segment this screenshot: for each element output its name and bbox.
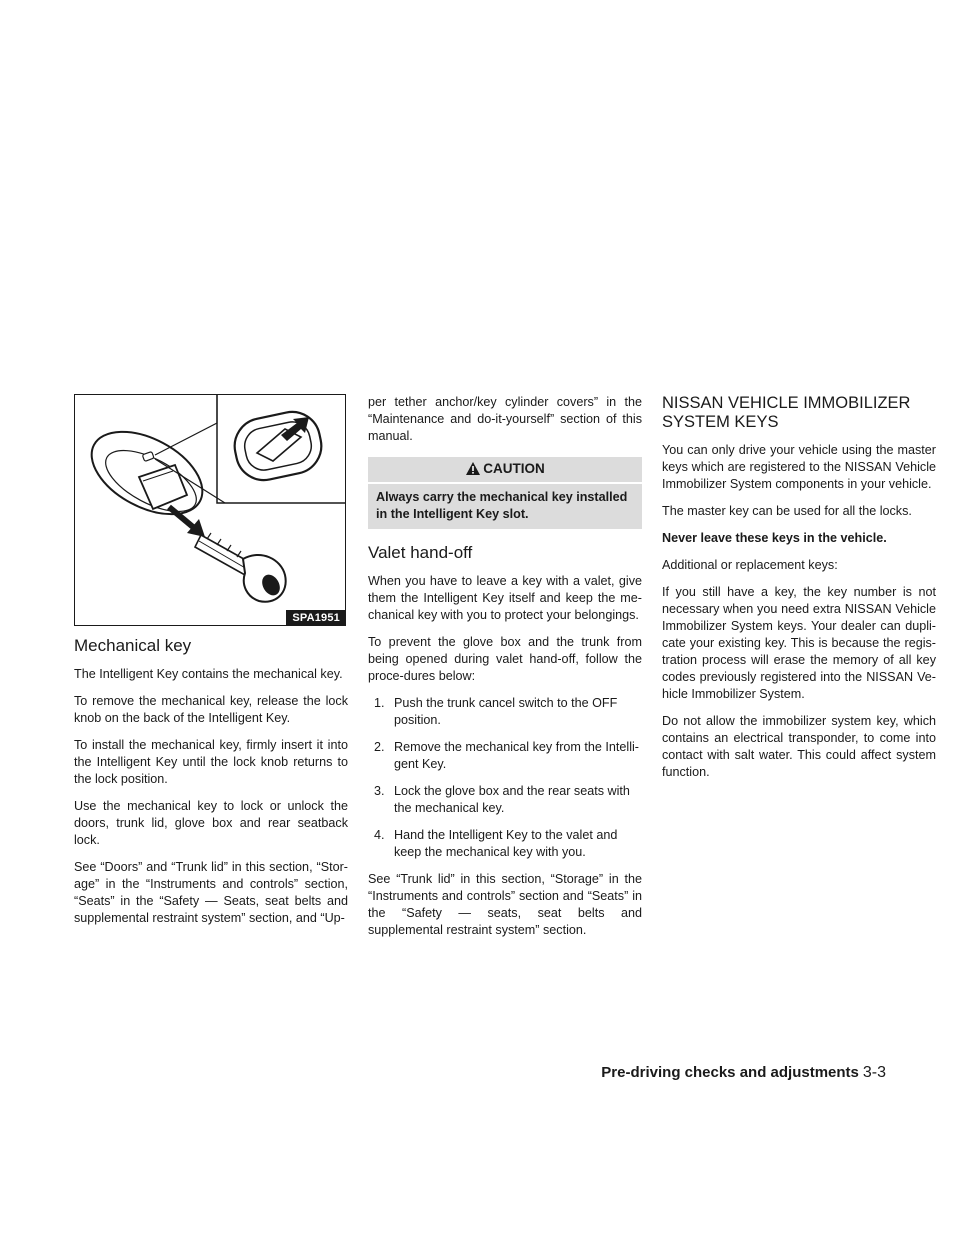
valet-steps-list [368,695,642,861]
list-item [368,827,642,861]
column-1 [74,394,348,937]
caution-text: Always carry the mechanical key installed in the Intelligent Key slot. [368,484,642,529]
step-text: Lock the glove box and the rear seats with the mechanical key. [394,784,630,815]
step-number: 3. [374,784,385,798]
step-number: 1. [374,696,385,710]
paragraph: The master key can be used for all the locks. [662,504,912,518]
caution-header [368,457,642,484]
paragraph: Additional or replacement keys: [662,558,838,572]
step-text: Push the trunk cancel switch to the OFF position. [394,696,618,727]
paragraph: Do not allow the immobilizer system key, which contains an electrical transponder, to come into contact with salt water. This could affect system function. [662,714,936,779]
paragraph: To prevent the glove box and the trunk from being opened during valet hand-off, follow the proce-dures below: [368,635,642,683]
heading-valet-hand-off: Valet hand-off [368,543,473,562]
page-number: 3-3 [862,1064,886,1081]
caution-box [368,457,642,529]
column-2 [368,394,642,949]
paragraph: To remove the mechanical key, release the lock knob on the back of the Intelligent Key. [74,694,348,725]
figure-code: SPA1951 [286,610,345,625]
step-number: 2. [374,740,385,754]
paragraph: See “Doors” and “Trunk lid” in this section, “Stor-age” in the “Instruments and controls” section, “Seats” in the “Safety — Seats, seat belts and supplemental restraint system” section, and “Up- [74,860,348,925]
step-text: Remove the mechanical key from the Intelli-gent Key. [394,740,639,771]
section-title: Pre-driving checks and adjustments [601,1064,859,1081]
list-item [368,783,642,817]
list-item [368,695,642,729]
heading-line: SYSTEM KEYS [662,413,779,431]
paragraph: See “Trunk lid” in this section, “Storage” in the “Instruments and controls” section and “Seats” in the “Safety — seats, seat belts and supplemental restraint system” section. [368,872,642,937]
paragraph: If you still have a key, the key number is not necessary when you need extra NISSAN Vehicle Immobilizer System keys. Your dealer can dupli-cate your existing key. This is because the regis-tration process will erase the memory of all key codes previously registered into the NISSAN Ve-hicle Immobilizer System. [662,585,936,701]
step-number: 4. [374,828,385,842]
paragraph: You can only drive your vehicle using the master keys which are registered to the NISSAN Vehicle Immobilizer System components in your vehicle. [662,443,936,491]
paragraph: To install the mechanical key, firmly insert it into the Intelligent Key until the lock knob returns to the lock position. [74,738,348,786]
list-item [368,739,642,773]
paragraph: The Intelligent Key contains the mechanical key. [74,667,343,681]
heading-line: NISSAN VEHICLE IMMOBILIZER [662,394,911,412]
paragraph-warning: Never leave these keys in the vehicle. [662,531,887,545]
mechanical-key-illustration [74,394,346,626]
paragraph: When you have to leave a key with a valet, give them the Intelligent Key itself and keep the me-chanical key with you to protect your belongings. [368,574,642,622]
key-diagram-svg [75,395,345,625]
step-text: Hand the Intelligent Key to the valet and keep the mechanical key with you. [394,828,618,859]
caution-title: CAUTION [483,461,545,476]
paragraph-continuation: per tether anchor/key cylinder covers” in the “Maintenance and do-it-yourself” section of this manual. [368,395,642,443]
page-footer [601,1064,886,1082]
heading-immobilizer-keys [662,394,936,432]
warning-triangle-icon [465,461,481,479]
paragraph: Use the mechanical key to lock or unlock the doors, trunk lid, glove box and rear seatback lock. [74,799,348,847]
column-3 [662,394,936,791]
heading-mechanical-key: Mechanical key [74,636,192,655]
